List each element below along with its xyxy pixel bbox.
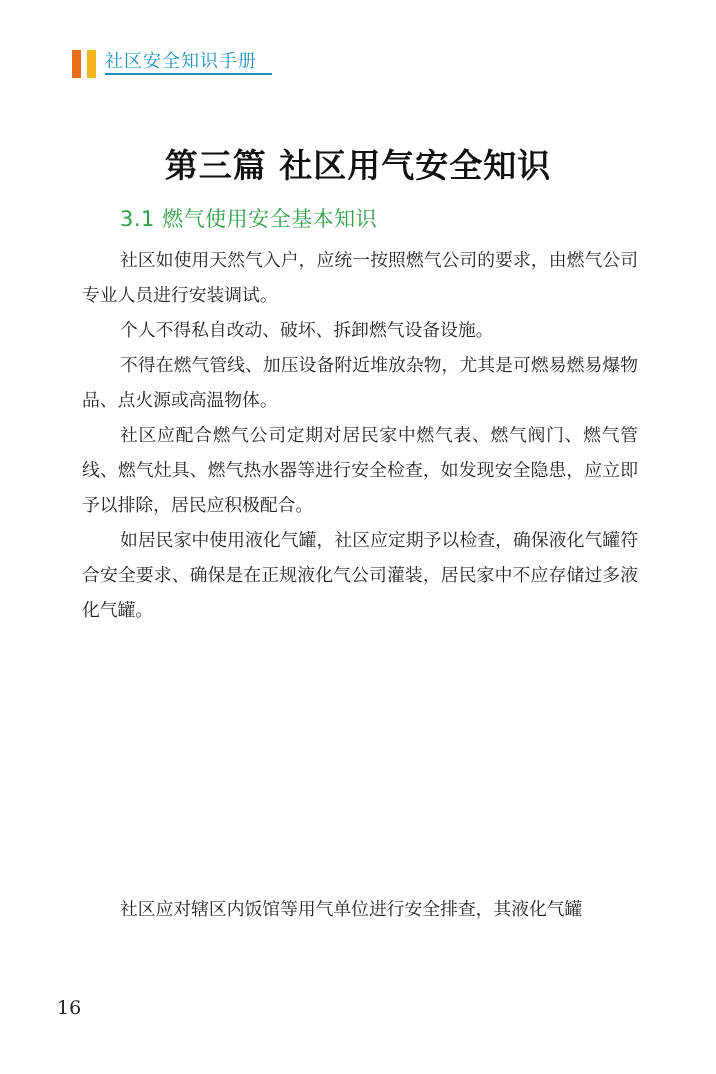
header-accent-bar-yellow <box>87 50 96 78</box>
header-underline <box>105 73 272 75</box>
header-accent-bar-orange <box>72 50 81 78</box>
paragraph: 不得在燃气管线、加压设备附近堆放杂物，尤其是可燃易燃易爆物品、点火源或高温物体。 <box>82 355 638 411</box>
paragraph: 如居民家中使用液化气罐，社区应定期予以检查，确保液化气罐符合安全要求、确保是在正规液化气公司灌装，居民家中不应存储过多液化气罐。 <box>82 530 638 621</box>
paragraph: 个人不得私自改动、破坏、拆卸燃气设备设施。 <box>120 320 494 341</box>
continued-paragraph: 社区应对辖区内饭馆等用气单位进行安全排查，其液化气罐 <box>120 899 583 920</box>
chapter-title: 第三篇 社区用气安全知识 <box>164 146 552 185</box>
page-number: 16 <box>57 997 82 1019</box>
paragraph: 社区如使用天然气入户，应统一按照燃气公司的要求，由燃气公司专业人员进行安装调试。 <box>82 250 638 306</box>
body-text <box>82 243 638 628</box>
paragraph: 社区应配合燃气公司定期对居民家中燃气表、燃气阀门、燃气管线、燃气灶具、燃气热水器等进行安全检查，如发现安全隐患，应立即予以排除，居民应积极配合。 <box>82 425 638 516</box>
section-title: 3.1 燃气使用安全基本知识 <box>120 207 378 231</box>
running-header <box>72 44 292 80</box>
header-title: 社区安全知识手册 <box>105 51 257 72</box>
